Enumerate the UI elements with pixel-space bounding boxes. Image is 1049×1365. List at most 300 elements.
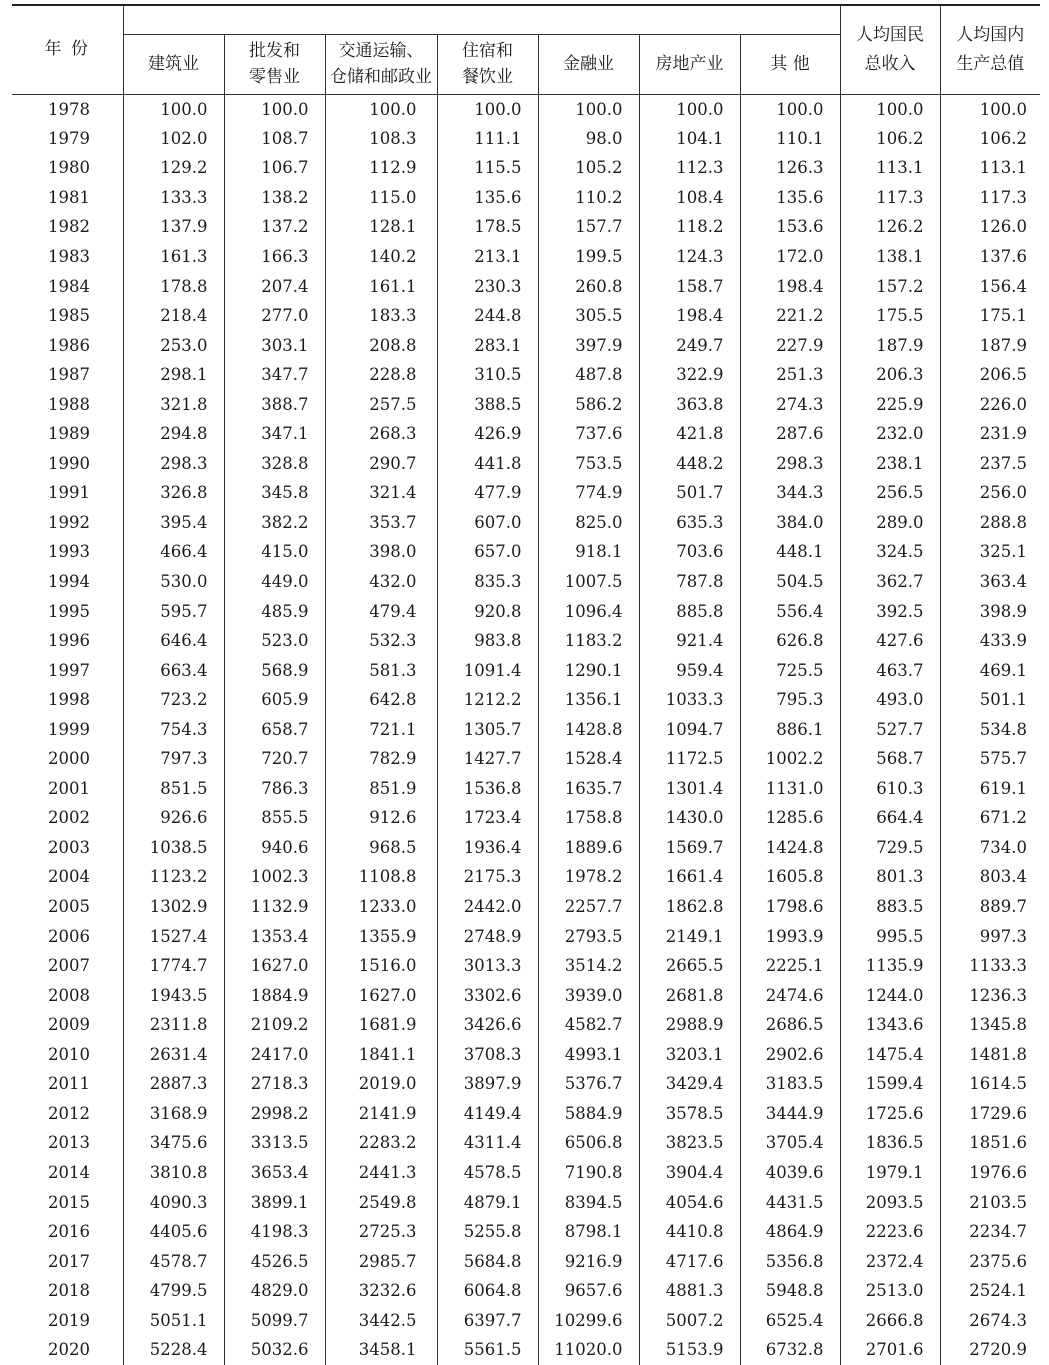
value-cell: 1605.8	[740, 862, 840, 892]
value-cell: 918.1	[538, 537, 639, 567]
value-cell: 153.6	[740, 212, 840, 242]
value-cell: 100.0	[639, 94, 740, 124]
value-cell: 448.2	[639, 449, 740, 479]
value-cell: 113.1	[840, 153, 940, 183]
value-cell: 4864.9	[740, 1217, 840, 1247]
value-cell: 3426.6	[437, 1010, 538, 1040]
value-cell: 157.2	[840, 271, 940, 301]
table-row	[12, 1305, 1040, 1335]
value-cell: 2283.2	[325, 1128, 437, 1158]
year-cell: 2012	[12, 1099, 123, 1129]
value-cell: 1236.3	[969, 985, 1028, 1005]
value-cell: 1976.6	[969, 1162, 1028, 1182]
column-header-wholesale-retail: 批发和 零售业	[224, 34, 325, 94]
value-cell: 3897.9	[437, 1069, 538, 1099]
value-cell: 795.3	[740, 685, 840, 715]
value-cell: 2631.4	[123, 1040, 224, 1070]
value-cell: 1729.6	[969, 1103, 1028, 1123]
value-cell: 1978.2	[538, 862, 639, 892]
table-row	[12, 1246, 1040, 1276]
value-cell: 8394.5	[538, 1187, 639, 1217]
industry-group-header	[123, 5, 840, 34]
value-cell: 198.4	[639, 301, 740, 331]
value-cell: 6397.7	[437, 1305, 538, 1335]
value-cell: 1094.7	[639, 714, 740, 744]
value-cell: 257.5	[325, 389, 437, 419]
value-cell: 4578.5	[437, 1158, 538, 1188]
value-cell: 501.7	[639, 478, 740, 508]
value-cell: 156.4	[979, 276, 1028, 296]
value-cell: 138.2	[224, 183, 325, 213]
value-cell: 6525.4	[740, 1305, 840, 1335]
value-cell: 382.2	[224, 508, 325, 538]
value-cell: 9216.9	[538, 1246, 639, 1276]
value-cell: 126.0	[979, 217, 1028, 237]
value-cell: 324.5	[840, 537, 940, 567]
value-cell: 787.8	[639, 567, 740, 597]
value-cell: 328.8	[224, 449, 325, 479]
value-cell: 2720.9	[969, 1340, 1028, 1360]
value-cell: 2988.9	[639, 1010, 740, 1040]
value-cell: 221.2	[740, 301, 840, 331]
value-cell: 605.9	[224, 685, 325, 715]
year-cell: 2003	[12, 833, 123, 863]
value-cell: 995.5	[840, 921, 940, 951]
table-row	[12, 1040, 1040, 1070]
value-cell: 851.9	[325, 774, 437, 804]
value-cell: 321.4	[325, 478, 437, 508]
value-cell: 586.2	[538, 389, 639, 419]
value-cell: 441.8	[437, 449, 538, 479]
value-cell: 1851.6	[969, 1133, 1028, 1153]
value-cell: 1889.6	[538, 833, 639, 863]
value-cell: 449.0	[224, 567, 325, 597]
year-cell: 1982	[12, 212, 123, 242]
table-row	[12, 714, 1040, 744]
value-cell: 1133.3	[969, 956, 1028, 976]
value-cell: 2887.3	[123, 1069, 224, 1099]
value-cell: 921.4	[639, 626, 740, 656]
table-row	[12, 1099, 1040, 1129]
value-cell: 126.2	[840, 212, 940, 242]
value-cell: 137.9	[123, 212, 224, 242]
value-cell: 734.0	[979, 837, 1028, 857]
value-cell: 4054.6	[639, 1187, 740, 1217]
value-cell: 2093.5	[840, 1187, 940, 1217]
value-cell: 851.5	[123, 774, 224, 804]
year-cell: 1980	[12, 153, 123, 183]
year-cell: 1993	[12, 537, 123, 567]
value-cell: 463.7	[840, 655, 940, 685]
value-cell: 3708.3	[437, 1040, 538, 1070]
value-cell: 225.9	[840, 389, 940, 419]
value-cell: 920.8	[437, 596, 538, 626]
value-cell: 1123.2	[123, 862, 224, 892]
value-cell: 532.3	[325, 626, 437, 656]
value-cell: 388.5	[437, 389, 538, 419]
year-cell: 2019	[12, 1305, 123, 1335]
value-cell: 2225.1	[740, 951, 840, 981]
statistics-table-page	[12, 4, 1040, 1365]
value-cell: 1943.5	[123, 980, 224, 1010]
value-cell: 2513.0	[840, 1276, 940, 1306]
value-cell: 126.3	[740, 153, 840, 183]
value-cell: 298.1	[123, 360, 224, 390]
value-cell: 274.3	[740, 389, 840, 419]
value-cell: 801.3	[840, 862, 940, 892]
table-row	[12, 449, 1040, 479]
value-cell: 230.3	[437, 271, 538, 301]
value-cell: 1305.7	[437, 714, 538, 744]
value-cell: 2442.0	[437, 892, 538, 922]
value-cell: 232.0	[840, 419, 940, 449]
value-cell: 1475.4	[840, 1040, 940, 1070]
value-cell: 106.7	[224, 153, 325, 183]
year-cell: 2001	[12, 774, 123, 804]
value-cell: 158.7	[639, 271, 740, 301]
value-cell: 106.2	[979, 128, 1028, 148]
value-cell: 3302.6	[437, 980, 538, 1010]
table-row	[12, 567, 1040, 597]
value-cell: 1774.7	[123, 951, 224, 981]
table-row	[12, 183, 1040, 213]
value-cell: 5255.8	[437, 1217, 538, 1247]
value-cell: 2998.2	[224, 1099, 325, 1129]
value-cell: 1033.3	[639, 685, 740, 715]
year-cell: 1983	[12, 242, 123, 272]
column-header-others: 其 他	[740, 34, 840, 94]
value-cell: 398.0	[325, 537, 437, 567]
table-row	[12, 389, 1040, 419]
value-cell: 251.3	[740, 360, 840, 390]
value-cell: 1244.0	[840, 980, 940, 1010]
value-cell: 1131.0	[740, 774, 840, 804]
value-cell: 112.9	[325, 153, 437, 183]
value-cell: 1481.8	[969, 1044, 1028, 1064]
value-cell: 363.4	[979, 572, 1028, 592]
value-cell: 138.1	[840, 242, 940, 272]
value-cell: 362.7	[840, 567, 940, 597]
table-row	[12, 271, 1040, 301]
value-cell: 2674.3	[969, 1310, 1028, 1330]
value-cell: 774.9	[538, 478, 639, 508]
value-cell: 187.9	[979, 335, 1028, 355]
value-cell: 2375.6	[969, 1251, 1028, 1271]
value-cell: 2725.3	[325, 1217, 437, 1247]
value-cell: 137.2	[224, 212, 325, 242]
table-row	[12, 153, 1040, 183]
value-cell: 448.1	[740, 537, 840, 567]
value-cell: 2175.3	[437, 862, 538, 892]
table-row	[12, 626, 1040, 656]
value-cell: 4578.7	[123, 1246, 224, 1276]
year-cell: 1992	[12, 508, 123, 538]
value-cell: 657.0	[437, 537, 538, 567]
value-cell: 1233.0	[325, 892, 437, 922]
table-header	[12, 5, 1040, 94]
value-cell: 206.5	[979, 365, 1028, 385]
value-cell: 1798.6	[740, 892, 840, 922]
value-cell: 729.5	[840, 833, 940, 863]
value-cell: 347.1	[224, 419, 325, 449]
value-cell: 3168.9	[123, 1099, 224, 1129]
value-cell: 3899.1	[224, 1187, 325, 1217]
value-cell: 288.8	[979, 512, 1028, 532]
value-cell: 100.0	[224, 94, 325, 124]
value-cell: 1599.4	[840, 1069, 940, 1099]
value-cell: 137.6	[979, 247, 1028, 266]
value-cell: 290.7	[325, 449, 437, 479]
value-cell: 2141.9	[325, 1099, 437, 1129]
value-cell: 2985.7	[325, 1246, 437, 1276]
value-cell: 353.7	[325, 508, 437, 538]
value-cell: 926.6	[123, 803, 224, 833]
value-cell: 2372.4	[840, 1246, 940, 1276]
value-cell: 803.4	[979, 867, 1028, 887]
table-row	[12, 1217, 1040, 1247]
value-cell: 187.9	[840, 330, 940, 360]
table-row	[12, 419, 1040, 449]
value-cell: 786.3	[224, 774, 325, 804]
value-cell: 2701.6	[840, 1335, 940, 1365]
table-row	[12, 596, 1040, 626]
value-cell: 1681.9	[325, 1010, 437, 1040]
value-cell: 1355.9	[325, 921, 437, 951]
value-cell: 4829.0	[224, 1276, 325, 1306]
value-cell: 1302.9	[123, 892, 224, 922]
value-cell: 115.5	[437, 153, 538, 183]
value-cell: 3429.4	[639, 1069, 740, 1099]
value-cell: 4431.5	[740, 1187, 840, 1217]
year-cell: 2009	[12, 1010, 123, 1040]
value-cell: 6732.8	[740, 1335, 840, 1365]
value-cell: 1172.5	[639, 744, 740, 774]
value-cell: 1430.0	[639, 803, 740, 833]
value-cell: 345.8	[224, 478, 325, 508]
value-cell: 940.6	[224, 833, 325, 863]
value-cell: 298.3	[123, 449, 224, 479]
year-cell: 2000	[12, 744, 123, 774]
value-cell: 135.6	[437, 183, 538, 213]
value-cell: 1285.6	[740, 803, 840, 833]
value-cell: 753.5	[538, 449, 639, 479]
table-row	[12, 1128, 1040, 1158]
value-cell: 1301.4	[639, 774, 740, 804]
table-row	[12, 478, 1040, 508]
value-cell: 2234.7	[969, 1222, 1028, 1242]
value-cell: 398.9	[979, 601, 1028, 621]
value-cell: 5884.9	[538, 1099, 639, 1129]
table-body	[12, 94, 1040, 1365]
value-cell: 1183.2	[538, 626, 639, 656]
value-cell: 183.3	[325, 301, 437, 331]
value-cell: 889.7	[979, 897, 1028, 917]
value-cell: 504.5	[740, 567, 840, 597]
value-cell: 1635.7	[538, 774, 639, 804]
year-cell: 2014	[12, 1158, 123, 1188]
value-cell: 595.7	[123, 596, 224, 626]
value-cell: 1135.9	[840, 951, 940, 981]
value-cell: 646.4	[123, 626, 224, 656]
year-cell: 2017	[12, 1246, 123, 1276]
value-cell: 1627.0	[224, 951, 325, 981]
table-row	[12, 1069, 1040, 1099]
value-cell: 178.5	[437, 212, 538, 242]
value-cell: 5561.5	[437, 1335, 538, 1365]
table-row	[12, 1010, 1040, 1040]
year-cell: 1995	[12, 596, 123, 626]
value-cell: 754.3	[123, 714, 224, 744]
value-cell: 325.1	[979, 542, 1028, 562]
table-row	[12, 685, 1040, 715]
value-cell: 395.4	[123, 508, 224, 538]
value-cell: 1428.8	[538, 714, 639, 744]
value-cell: 3442.5	[325, 1305, 437, 1335]
value-cell: 213.1	[437, 242, 538, 272]
value-cell: 237.5	[979, 453, 1028, 473]
value-cell: 326.8	[123, 478, 224, 508]
year-cell: 1997	[12, 655, 123, 685]
table-row	[12, 1158, 1040, 1188]
value-cell: 4993.1	[538, 1040, 639, 1070]
value-cell: 6064.8	[437, 1276, 538, 1306]
value-cell: 4526.5	[224, 1246, 325, 1276]
value-cell: 140.2	[325, 242, 437, 272]
value-cell: 249.7	[639, 330, 740, 360]
value-cell: 166.3	[224, 242, 325, 272]
value-cell: 568.9	[224, 655, 325, 685]
value-cell: 4311.4	[437, 1128, 538, 1158]
value-cell: 487.8	[538, 360, 639, 390]
value-cell: 303.1	[224, 330, 325, 360]
value-cell: 607.0	[437, 508, 538, 538]
value-cell: 238.1	[840, 449, 940, 479]
value-cell: 175.5	[840, 301, 940, 331]
value-cell: 1091.4	[437, 655, 538, 685]
value-cell: 111.1	[437, 124, 538, 154]
year-cell: 1979	[12, 124, 123, 154]
table-row	[12, 1276, 1040, 1306]
value-cell: 433.9	[979, 631, 1028, 651]
value-cell: 4149.4	[437, 1099, 538, 1129]
table-row	[12, 360, 1040, 390]
value-cell: 102.0	[123, 124, 224, 154]
value-cell: 98.0	[538, 124, 639, 154]
table-row	[12, 951, 1040, 981]
value-cell: 172.0	[740, 242, 840, 272]
value-cell: 1723.4	[437, 803, 538, 833]
year-cell: 1987	[12, 360, 123, 390]
value-cell: 523.0	[224, 626, 325, 656]
value-cell: 2149.1	[639, 921, 740, 951]
table-row	[12, 774, 1040, 804]
value-cell: 1936.4	[437, 833, 538, 863]
value-cell: 100.0	[437, 94, 538, 124]
per-capita-gdp-header: 人均国内 生产总值	[940, 5, 1040, 94]
value-cell: 8798.1	[538, 1217, 639, 1247]
year-cell: 2005	[12, 892, 123, 922]
value-cell: 479.4	[325, 596, 437, 626]
value-cell: 432.0	[325, 567, 437, 597]
table-row	[12, 803, 1040, 833]
value-cell: 415.0	[224, 537, 325, 567]
value-cell: 3939.0	[538, 980, 639, 1010]
value-cell: 4198.3	[224, 1217, 325, 1247]
value-cell: 2103.5	[969, 1192, 1028, 1212]
value-cell: 1661.4	[639, 862, 740, 892]
value-cell: 4039.6	[740, 1158, 840, 1188]
year-cell: 2010	[12, 1040, 123, 1070]
value-cell: 100.0	[979, 99, 1028, 119]
value-cell: 2417.0	[224, 1040, 325, 1070]
value-cell: 4410.8	[639, 1217, 740, 1247]
value-cell: 1627.0	[325, 980, 437, 1010]
value-cell: 959.4	[639, 655, 740, 685]
value-cell: 117.3	[840, 183, 940, 213]
year-cell: 1994	[12, 567, 123, 597]
value-cell: 3183.5	[740, 1069, 840, 1099]
value-cell: 310.5	[437, 360, 538, 390]
year-cell: 2007	[12, 951, 123, 981]
value-cell: 2524.1	[969, 1281, 1028, 1301]
value-cell: 556.4	[740, 596, 840, 626]
value-cell: 1725.6	[840, 1099, 940, 1129]
value-cell: 737.6	[538, 419, 639, 449]
value-cell: 100.0	[538, 94, 639, 124]
value-cell: 256.0	[979, 483, 1028, 503]
value-cell: 2223.6	[840, 1217, 940, 1247]
value-cell: 1345.8	[969, 1015, 1028, 1035]
value-cell: 2681.8	[639, 980, 740, 1010]
table-row	[12, 744, 1040, 774]
value-cell: 1527.4	[123, 921, 224, 951]
value-cell: 3013.3	[437, 951, 538, 981]
table-row	[12, 1335, 1040, 1365]
value-cell: 912.6	[325, 803, 437, 833]
value-cell: 268.3	[325, 419, 437, 449]
value-cell: 363.8	[639, 389, 740, 419]
year-cell: 2016	[12, 1217, 123, 1247]
value-cell: 664.4	[840, 803, 940, 833]
value-cell: 4090.3	[123, 1187, 224, 1217]
value-cell: 231.9	[979, 424, 1028, 444]
value-cell: 725.5	[740, 655, 840, 685]
value-cell: 110.2	[538, 183, 639, 213]
value-cell: 1427.7	[437, 744, 538, 774]
value-cell: 527.7	[840, 714, 940, 744]
value-cell: 3458.1	[325, 1335, 437, 1365]
column-header-real-estate: 房地产业	[639, 34, 740, 94]
value-cell: 501.1	[979, 690, 1028, 710]
value-cell: 207.4	[224, 271, 325, 301]
value-cell: 100.0	[123, 94, 224, 124]
value-cell: 298.3	[740, 449, 840, 479]
value-cell: 110.1	[740, 124, 840, 154]
value-cell: 397.9	[538, 330, 639, 360]
value-cell: 1993.9	[740, 921, 840, 951]
table-row	[12, 242, 1040, 272]
value-cell: 723.2	[123, 685, 224, 715]
value-cell: 305.5	[538, 301, 639, 331]
value-cell: 534.8	[979, 719, 1028, 739]
value-cell: 466.4	[123, 537, 224, 567]
value-cell: 244.8	[437, 301, 538, 331]
value-cell: 344.3	[740, 478, 840, 508]
value-cell: 178.8	[123, 271, 224, 301]
year-cell: 1998	[12, 685, 123, 715]
value-cell: 797.3	[123, 744, 224, 774]
table-row	[12, 833, 1040, 863]
